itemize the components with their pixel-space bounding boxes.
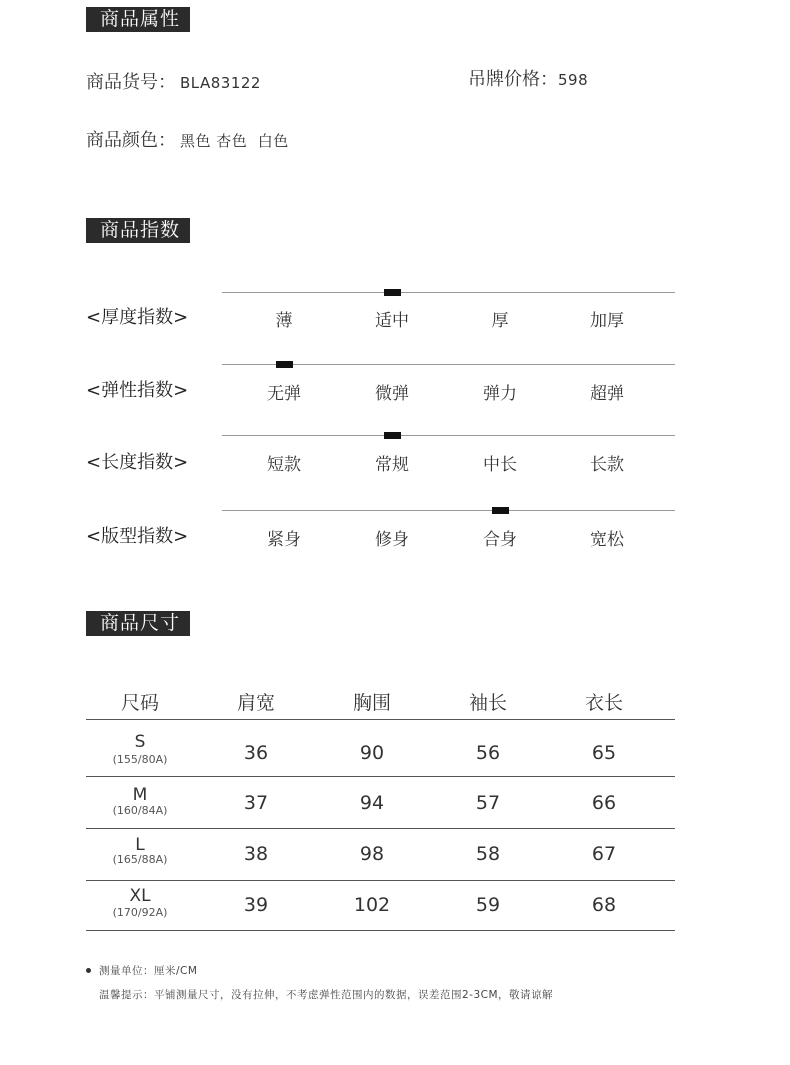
price-value: 598 [558, 71, 589, 89]
table-cell: 38 [243, 843, 269, 865]
index-option: 超弹 [590, 384, 624, 404]
table-cell: 98 [359, 843, 385, 865]
table-cell: 57 [475, 792, 501, 814]
section-title-index: 商品指数 [86, 218, 190, 243]
price-row [468, 65, 588, 91]
index-option: 中长 [483, 455, 517, 475]
size-label: M [132, 785, 148, 805]
table-cell: 39 [243, 894, 269, 916]
table-divider [86, 828, 675, 829]
sku-row [86, 68, 261, 94]
index-marker [384, 289, 401, 296]
table-divider [86, 719, 675, 720]
table-header-chest: 胸围 [352, 692, 391, 714]
index-scale-line [222, 435, 675, 436]
table-cell: 37 [243, 792, 269, 814]
table-cell: 59 [475, 894, 501, 916]
index-marker [384, 432, 401, 439]
index-option: 修身 [375, 530, 409, 550]
price-label: 吊牌价格： [468, 69, 558, 90]
table-header-shoulder: 肩宽 [236, 692, 275, 714]
index-label: <弹性指数> [86, 380, 189, 401]
table-cell: 90 [359, 742, 385, 764]
table-cell: 67 [591, 843, 617, 865]
table-header-sleeve: 袖长 [468, 692, 507, 714]
size-spec: (160/84A) [112, 804, 168, 817]
size-spec: (165/88A) [112, 853, 168, 866]
table-divider [86, 776, 675, 777]
table-cell: 65 [591, 742, 617, 764]
section-title-attributes: 商品属性 [86, 7, 190, 32]
index-option: 厚 [491, 311, 509, 331]
table-cell: 66 [591, 792, 617, 814]
index-marker [492, 507, 509, 514]
index-option: 短款 [267, 455, 301, 475]
tip-note: 温馨提示：平铺测量尺寸，没有拉伸，不考虑弹性范围内的数据，误差范围2-3CM，敬请谅解 [99, 989, 554, 1001]
index-option: 加厚 [590, 311, 624, 331]
size-spec: (155/80A) [112, 753, 168, 766]
sku-value: BLA83122 [180, 74, 261, 92]
section-title-size: 商品尺寸 [86, 611, 190, 636]
index-option: 薄 [275, 311, 293, 331]
table-header-length: 衣长 [584, 692, 623, 714]
index-label: <版型指数> [86, 526, 189, 547]
size-label: XL [129, 886, 151, 906]
index-marker [276, 361, 293, 368]
index-option: 紧身 [267, 530, 301, 550]
index-scale-line [222, 510, 675, 511]
color-label: 商品颜色： [86, 130, 176, 151]
index-option: 无弹 [267, 384, 301, 404]
index-option: 微弹 [375, 384, 409, 404]
size-spec: (170/92A) [112, 906, 168, 919]
table-cell: 94 [359, 792, 385, 814]
color-row [86, 126, 289, 152]
index-scale-line [222, 292, 675, 293]
index-label: <长度指数> [86, 452, 189, 473]
index-option: 弹力 [483, 384, 517, 404]
table-divider [86, 930, 675, 931]
index-option: 适中 [375, 311, 409, 331]
bullet-dot [86, 968, 91, 973]
size-label: L [135, 835, 145, 855]
table-cell: 58 [475, 843, 501, 865]
index-label: <厚度指数> [86, 307, 189, 328]
measure-unit-note: 测量单位：厘米/CM [99, 965, 198, 977]
index-option: 宽松 [590, 530, 624, 550]
table-cell: 68 [591, 894, 617, 916]
index-option: 合身 [483, 530, 517, 550]
table-divider [86, 880, 675, 881]
size-label: S [134, 732, 146, 752]
table-cell: 36 [243, 742, 269, 764]
table-cell: 56 [475, 742, 501, 764]
index-option: 长款 [590, 455, 624, 475]
table-header-size: 尺码 [120, 692, 159, 714]
table-cell: 102 [353, 894, 391, 916]
index-option: 常规 [375, 455, 409, 475]
color-value: 黑色 杏色 白色 [180, 132, 289, 150]
sku-label: 商品货号： [86, 72, 176, 93]
